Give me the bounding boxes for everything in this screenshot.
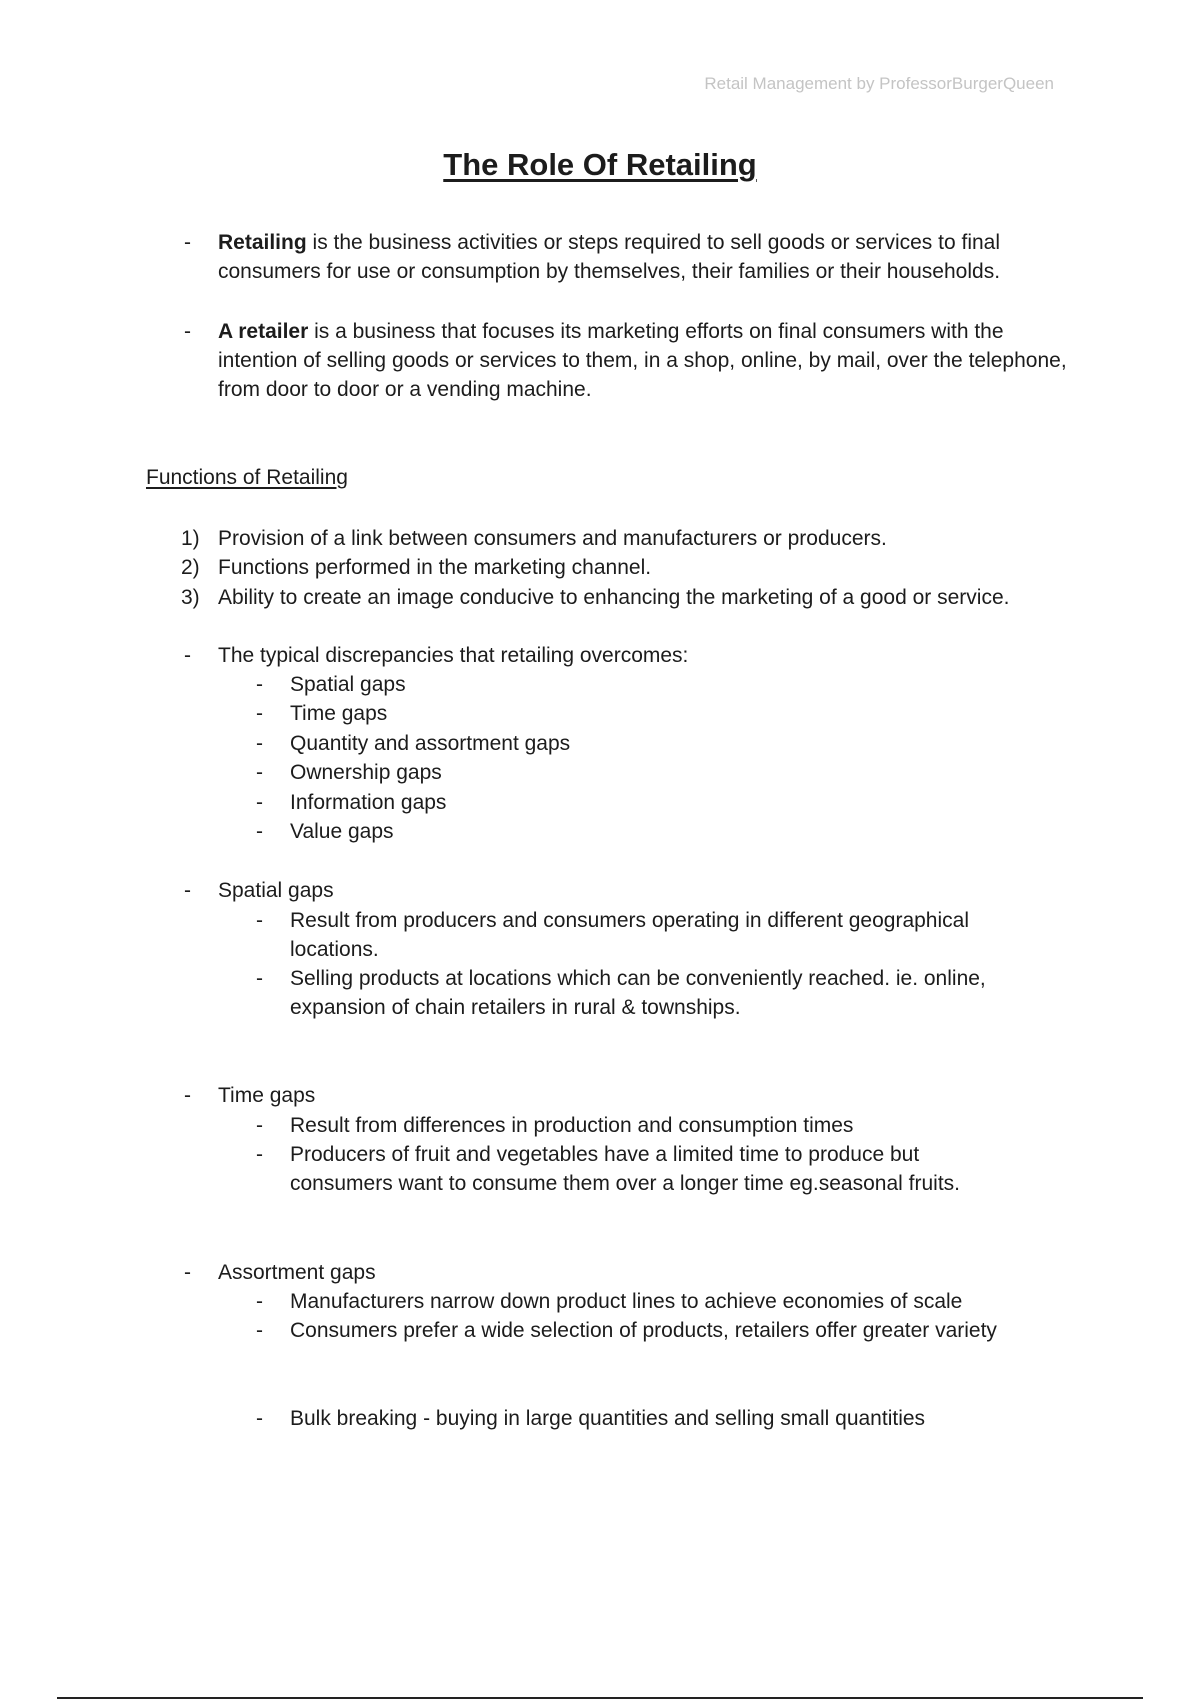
definition-retailer [218,317,1078,404]
discrepancy-item: Value gaps [290,820,394,843]
functions-heading: Functions of Retailing [146,466,348,489]
sub-bullet-dash: - [256,1143,263,1166]
assortment-heading: Assortment gaps [218,1261,376,1284]
assortment-item: Consumers prefer a wide selection of products, retailers offer greater variety [290,1319,997,1342]
bullet-dash: - [184,1261,191,1284]
bullet-dash: - [184,1084,191,1107]
definition-text: is the business activities or steps required to sell goods or services to final consumers for use or consumption by themselves, their families or their households. [218,231,1001,283]
discrepancy-item: Ownership gaps [290,761,442,784]
spatial-item: Result from producers and consumers operating in different geographical locations. [290,909,969,961]
footer-divider [57,1697,1143,1699]
discrepancy-item: Information gaps [290,791,447,814]
sub-bullet-dash: - [256,967,263,990]
sub-bullet-dash: - [256,1290,263,1313]
function-item: Ability to create an image conducive to enhancing the marketing of a good or service. [218,586,1010,609]
sub-bullet-dash: - [256,702,263,725]
definition-term: Retailing [218,231,307,254]
list-number: 1) [181,527,200,550]
sub-bullet-dash: - [256,1114,263,1137]
sub-bullet-dash: - [256,820,263,843]
function-item: Functions performed in the marketing channel. [218,556,652,579]
sub-bullet-dash: - [256,1319,263,1342]
discrepancy-item: Time gaps [290,702,388,725]
list-number: 3) [181,586,200,609]
discrepancy-item: Spatial gaps [290,673,406,696]
sub-bullet-dash: - [256,761,263,784]
sub-bullet-dash: - [256,1407,263,1430]
sub-bullet-dash: - [256,732,263,755]
definition-retailing [218,228,1078,286]
sub-bullet-dash: - [256,791,263,814]
bullet-dash: - [184,320,191,343]
spatial-item: Selling products at locations which can be conveniently reached. ie. online, expansion of chain retailers in rural & townships. [290,967,986,1019]
sub-bullet-dash: - [256,909,263,932]
definition-term: A retailer [218,320,309,343]
bullet-dash: - [184,879,191,902]
list-number: 2) [181,556,200,579]
page-title: The Role Of Retailing [443,147,757,182]
time-item: Result from differences in production and consumption times [290,1114,854,1137]
definition-text: is a business that focuses its marketing efforts on final consumers with the intention of selling goods or services to them, in a shop, online, by mail, over the telephone, from door to door or a vending machine. [218,320,1067,401]
discrepancy-item: Quantity and assortment gaps [290,732,571,755]
document-header: Retail Management by ProfessorBurgerQueen [704,74,1054,93]
assortment-item: Manufacturers narrow down product lines to achieve economies of scale [290,1290,963,1313]
sub-bullet-dash: - [256,673,263,696]
bullet-dash: - [184,231,191,254]
bullet-dash: - [184,644,191,667]
spatial-heading: Spatial gaps [218,879,334,902]
time-item: Producers of fruit and vegetables have a limited time to produce but consumers want to consume them over a longer time eg.seasonal fruits. [290,1143,960,1195]
function-item: Provision of a link between consumers and manufacturers or producers. [218,527,887,550]
discrepancies-intro: The typical discrepancies that retailing overcomes: [218,644,689,667]
bulk-breaking-item: Bulk breaking - buying in large quantities and selling small quantities [290,1407,926,1430]
time-heading: Time gaps [218,1084,316,1107]
